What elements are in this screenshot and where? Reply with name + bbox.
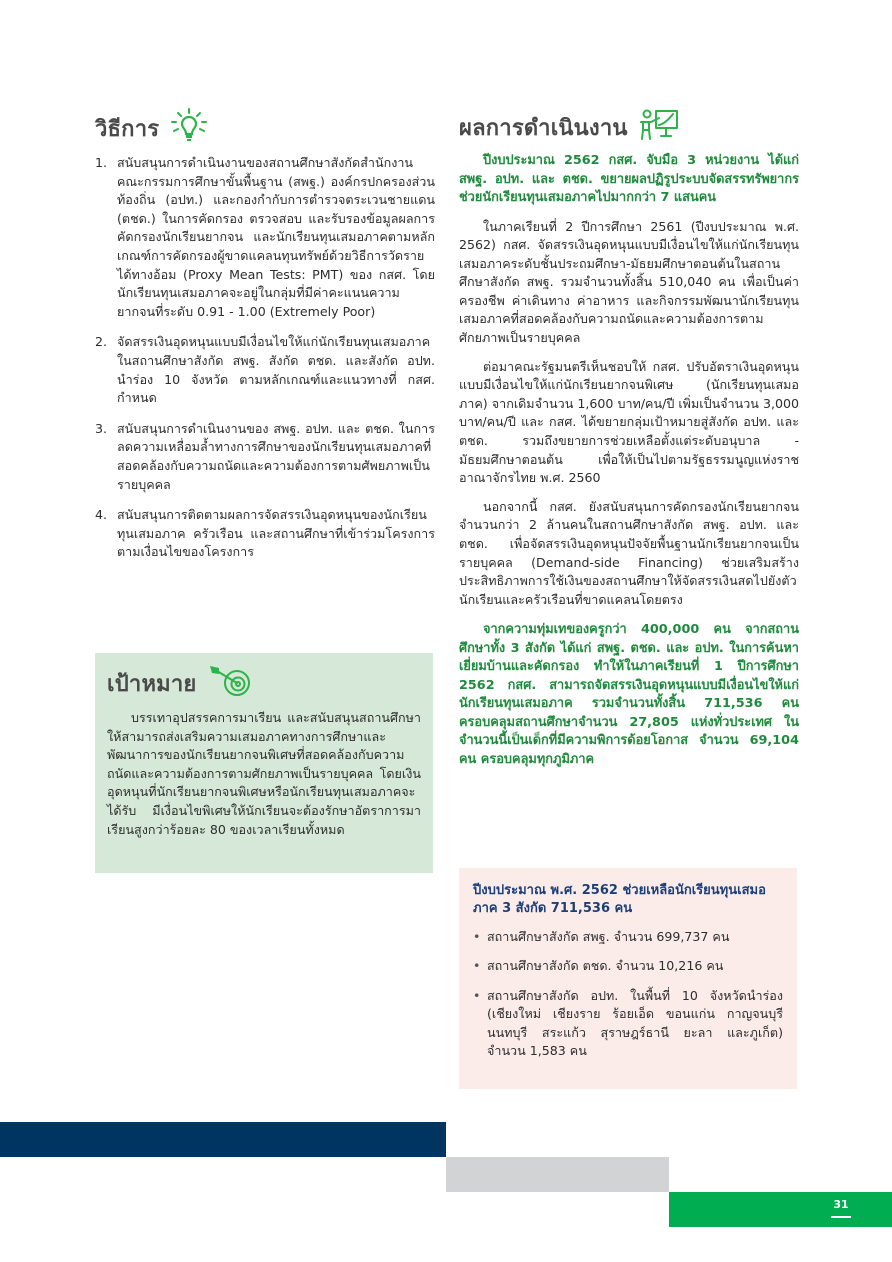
summary-title: ปีงบประมาณ พ.ศ. 2562 ช่วยเหลือนักเรียนทุนเสมอภาค 3 สังกัด 711,536 คน <box>473 883 766 916</box>
page-number: 31 <box>833 1198 849 1211</box>
item-number: 2. <box>95 334 108 350</box>
page-number-underline <box>831 1216 851 1218</box>
results-paragraph: ในภาคเรียนที่ 2 ปีการศึกษา 2561 (ปีงบประมาณ พ.ศ. 2562) กสศ. จัดสรรเงินอุดหนุนแบบมีเงื่อนไขให้แก่นักเรียนทุนเสมอภาคระดับชั้นประถมศึกษา-มัธยมศึกษาตอนต้นในสถานศึกษาสังกัด สพฐ. รวมจำนวนทั้งสิ้น 510,040 คน เพื่อเป็นค่าครองชีพ ค่าเดินทาง ค่าอาหาร และกิจกรรมพัฒนานักเรียนทุนเสมอภาคที่สอดคล้องกับความถนัดและความต้องการตามศักยภาพเป็นรายบุคคล <box>459 218 799 346</box>
dart-target-icon <box>207 663 253 703</box>
item-text: สนับสนุนการดำเนินงานของสถานศึกษาสังกัดสำนักงานคณะกรรมการศึกษาขั้นพื้นฐาน (สพฐ.) องค์กรปกครองส่วนท้องถิ่น (อปท.) และกองกำกับการตำรวจตระเวนชายแดน (ตชด.) ในการคัดกรอง ตรวจสอบ และรับรองข้อมูลผลการคัดกรองนักเรียนยากจน และนักเรียนทุนเสมอภาคตามหลักเกณฑ์การคัดกรองผู้ขาดแคลนทุนทรัพย์ด้วยวิธีการวัดรายได้ทางอ้อม (Proxy Mean Tests: PMT) ของ กสศ. โดยนักเรียนทุนเสมอภาคจะอยู่ในกลุ่มที่มีค่าคะแนนความยากจนที่ระดับ 0.91 - 1.00 (Extremely Poor) <box>117 155 435 319</box>
results-paragraph: นอกจากนี้ กสศ. ยังสนับสนุนการคัดกรองนักเรียนยากจนจำนวนกว่า 2 ล้านคนในสถานศึกษาสังกัด สพฐ. อปท. และ ตชด. เพื่อจัดสรรเงินอุดหนุนปัจจัยพื้นฐานนักเรียนยากจนเป็นรายบุคคล (Demand-side Financing) ช่วยเสริมสร้างประสิทธิภาพการใช้เงินของสถานศึกษาให้จัดสรรเงินสดไปยังตัวนักเรียนและครัวเรือนที่ขาดแคลนโดยตรง <box>459 498 799 607</box>
footer-bar-green <box>669 1192 892 1227</box>
methods-item <box>95 420 435 494</box>
item-number: 4. <box>95 507 108 523</box>
results-highlight: จากความทุ่มเทของครูกว่า 400,000 คน จากสถานศึกษาทั้ง 3 สังกัด ได้แก่ สพฐ. ตชด. และ อปท. ในการค้นหาเยี่ยมบ้านและคัดกรอง ทำให้ในภาคเรียนที่ 1 ปีการศึกษา 2562 กสศ. สามารถจัดสรรเงินอุดหนุนแบบมีเงื่อนไขให้แก่นักเรียนทุนเสมอภาค รวมจำนวนทั้งสิ้น 711,536 คน ครอบคลุมสถานศึกษาจำนวน 27,805 แห่งทั่วประเทศ ในจำนวนนี้เป็นเด็กที่มีความพิการด้อยโอกาส จำนวน 69,104 คน ครอบคลุมทุกภูมิภาค <box>459 622 799 767</box>
goal-header <box>107 663 421 703</box>
summary-item: • สถานศึกษาสังกัด สพฐ. จำนวน 699,737 คน <box>473 928 783 946</box>
methods-item <box>95 333 435 407</box>
item-text: จัดสรรเงินอุดหนุนแบบมีเงื่อนไขให้แก่นักเรียนทุนเสมอภาคในสถานศึกษาสังกัด สพฐ. สังกัด ตชด. และสังกัด อปท. นำร่อง 10 จังหวัด ตามหลักเกณฑ์และแนวทางที่ กสศ. กำหนด <box>117 334 435 406</box>
item-number: 1. <box>95 155 108 170</box>
results-header <box>459 108 799 146</box>
results-paragraph: ต่อมาคณะรัฐมนตรีเห็นชอบให้ กสศ. ปรับอัตราเงินอุดหนุนแบบมีเงื่อนไขให้แก่นักเรียนยากจนพิเศษ (นักเรียนทุนเสมอภาค) จากเดิมจำนวน 1,600 บาท/คน/ปี เพิ่มเป็นจำนวน 3,000 บาท/คน/ปี และ กสศ. ได้ขยายกลุ่มเป้าหมายสู่สังกัด อปท. และ ตชด. รวมถึงขยายการช่วยเหลือตั้งแต่ระดับอนุบาล - มัธยมศึกษาตอนต้น เพื่อให้เป็นไปตามรัฐธรรมนูญแห่งราชอาณาจักรไทย พ.ศ. 2560 <box>459 358 799 486</box>
footer-bar-gray <box>446 1157 669 1192</box>
summary-box <box>459 868 797 1089</box>
methods-section <box>95 108 435 574</box>
results-section <box>459 108 799 779</box>
methods-item <box>95 506 435 562</box>
goal-title: เป้าหมาย <box>107 671 197 697</box>
item-number: 3. <box>95 420 108 436</box>
methods-header <box>95 108 435 148</box>
teacher-presentation-icon <box>638 108 680 146</box>
goal-box <box>95 653 433 873</box>
summary-item: • สถานศึกษาสังกัด ตชด. จำนวน 10,216 คน <box>473 957 783 975</box>
methods-list <box>95 154 435 562</box>
item-text: สนับสนุนการติดตามผลการจัดสรรเงินอุดหนุนของนักเรียนทุนเสมอภาค ครัวเรือน และสถานศึกษาที่เข้าร่วมโครงการตามเงื่อนไขของโครงการ <box>117 507 435 560</box>
summary-item: • สถานศึกษาสังกัด อปท. ในพื้นที่ 10 จังหวัดนำร่อง (เชียงใหม่ เชียงราย ร้อยเอ็ด ขอนแก่น กาญจนบุรี นนทบุรี สระแก้ว สุราษฎร์ธานี ยะลา และภูเก็ต) จำนวน 1,583 คน <box>473 987 783 1061</box>
footer-bar-navy <box>0 1122 446 1157</box>
summary-list <box>473 928 783 1060</box>
results-lead: ปีงบประมาณ 2562 กสศ. จับมือ 3 หน่วยงาน ได้แก่ สพฐ. อปท. และ ตชด. ขยายผลปฏิรูประบบจัดสรรทรัพยากร ช่วยนักเรียนทุนเสมอภาคไปมากกว่า 7 แสนคน <box>459 153 799 205</box>
item-text: สนับสนุนการดำเนินงานของ สพฐ. อปท. และ ตชด. ในการลดความเหลื่อมล้ำทางการศึกษาของนักเรียนทุนเสมอภาคที่สอดคล้องกับความถนัดและความต้องการตามศัพยภาพเป็นรายบุคคล <box>117 420 435 492</box>
lightbulb-icon <box>169 108 209 148</box>
methods-item <box>95 154 435 321</box>
results-title: ผลการดำเนินงาน <box>459 115 628 141</box>
goal-text: บรรเทาอุปสรรคการมาเรียน และสนับสนุนสถานศึกษาให้สามารถส่งเสริมความเสมอภาคทางการศึกษาและพัฒนาการของนักเรียนยากจนพิเศษที่สอดคล้องกับความถนัดและความต้องการตามศักยภาพเป็นรายบุคคล โดยเงินอุดหนุนที่นักเรียนยากจนพิเศษหรือนักเรียนทุนเสมอภาคจะได้รับ มีเงื่อนไขพิเศษให้นักเรียนจะต้องรักษาอัตราการมาเรียนสูงกว่าร้อยละ 80 ของเวลาเรียนทั้งหมด <box>107 710 421 837</box>
methods-title: วิธีการ <box>95 116 160 142</box>
